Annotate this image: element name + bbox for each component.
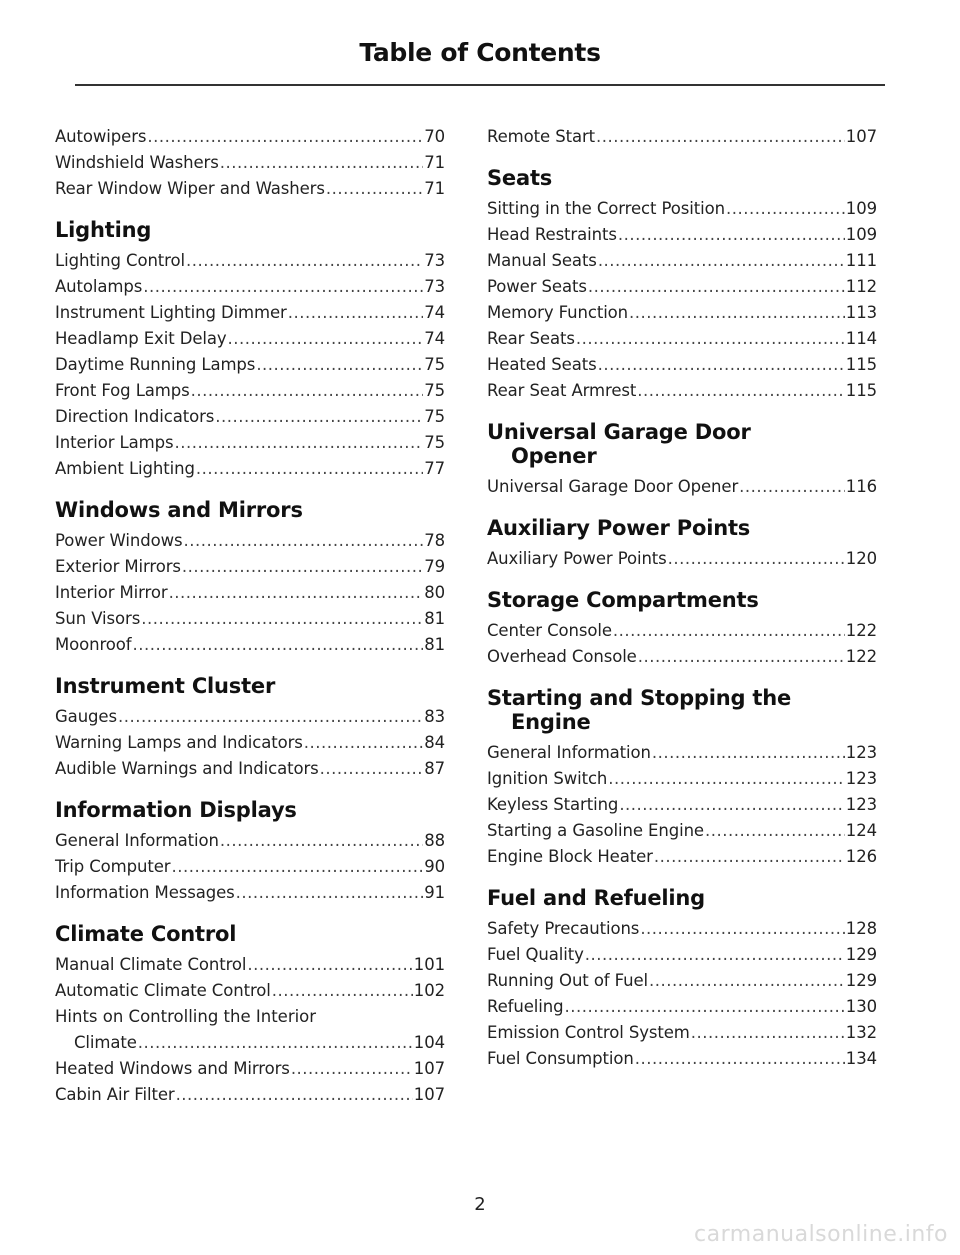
toc-entry-page: 111 — [845, 251, 877, 270]
section-heading — [487, 420, 877, 468]
dot-leader — [638, 644, 845, 670]
toc-entry[interactable] — [487, 942, 877, 968]
toc-entry-page: 74 — [424, 303, 445, 322]
section-heading-text: Universal Garage Door — [487, 420, 751, 444]
toc-entry-page: 129 — [845, 971, 877, 990]
toc-entry-label: Manual Seats — [487, 251, 597, 270]
section-heading-text: Starting and Stopping the — [487, 686, 792, 710]
toc-entry-page: 102 — [413, 981, 445, 1000]
toc-entry[interactable] — [55, 978, 445, 1004]
toc-entry-label: Keyless Starting — [487, 795, 619, 814]
toc-entry-page: 77 — [424, 459, 445, 478]
dot-leader — [691, 1020, 845, 1046]
toc-entry[interactable] — [55, 528, 445, 554]
dot-leader — [118, 704, 423, 730]
toc-entry-page: 71 — [424, 153, 445, 172]
toc-entry[interactable] — [55, 248, 445, 274]
dot-leader — [147, 124, 423, 150]
toc-entry[interactable] — [487, 222, 877, 248]
toc-entry[interactable] — [487, 378, 877, 404]
page-title: Table of Contents — [359, 38, 601, 67]
toc-entry-label: Windshield Washers — [55, 153, 219, 172]
toc-entry[interactable] — [487, 300, 877, 326]
toc-right-column — [487, 124, 877, 1072]
toc-entry[interactable] — [487, 740, 877, 766]
toc-entry-page: 75 — [424, 355, 445, 374]
dot-leader — [169, 580, 424, 606]
dot-leader — [191, 378, 424, 404]
toc-entry-page: 112 — [845, 277, 877, 296]
toc-entry[interactable] — [55, 124, 445, 150]
toc-entry-page: 81 — [424, 635, 445, 654]
toc-entry-label: Trip Computer — [55, 857, 171, 876]
toc-entry-label: Audible Warnings and Indicators — [55, 759, 319, 778]
toc-entry-page: 116 — [845, 477, 877, 496]
toc-entry-page: 83 — [424, 707, 445, 726]
toc-entry-label: Fuel Quality — [487, 945, 584, 964]
toc-entry[interactable] — [55, 176, 445, 202]
toc-entry-page: 107 — [413, 1085, 445, 1104]
dot-leader — [143, 274, 423, 300]
toc-entry[interactable] — [55, 704, 445, 730]
toc-entry-page: 75 — [424, 407, 445, 426]
toc-entry-label: Cabin Air Filter — [55, 1085, 175, 1104]
dot-leader — [565, 994, 845, 1020]
toc-entry-label: Direction Indicators — [55, 407, 215, 426]
section-heading — [487, 588, 877, 612]
dot-leader — [585, 942, 845, 968]
toc-entry-page: 107 — [845, 127, 877, 146]
toc-entry-label: Sun Visors — [55, 609, 141, 628]
section-heading — [487, 166, 877, 190]
toc-entry[interactable] — [487, 124, 877, 150]
toc-entry-label: Emission Control System — [487, 1023, 690, 1042]
toc-entry-label: Automatic Climate Control — [55, 981, 271, 1000]
toc-entry-label: Rear Window Wiper and Washers — [55, 179, 325, 198]
toc-entry-label: Instrument Lighting Dimmer — [55, 303, 287, 322]
dot-leader — [196, 456, 423, 482]
toc-entry[interactable] — [487, 196, 877, 222]
section-heading — [487, 516, 877, 540]
dot-leader — [576, 326, 845, 352]
dot-leader — [640, 916, 844, 942]
toc-entry[interactable] — [487, 818, 877, 844]
toc-entry-page: 88 — [424, 831, 445, 850]
toc-entry[interactable] — [55, 756, 445, 782]
dot-leader — [608, 766, 845, 792]
toc-entry-label: Overhead Console — [487, 647, 637, 666]
dot-leader — [220, 828, 423, 854]
toc-entry[interactable] — [55, 150, 445, 176]
toc-entry[interactable] — [487, 546, 877, 572]
section-heading-text: Auxiliary Power Points — [487, 516, 751, 540]
toc-entry[interactable] — [55, 730, 445, 756]
dot-leader — [598, 352, 845, 378]
toc-entry-label: Engine Block Heater — [487, 847, 653, 866]
toc-entry[interactable] — [487, 792, 877, 818]
toc-entry-continuation — [55, 1030, 445, 1056]
dot-leader — [141, 606, 423, 632]
dot-leader — [320, 756, 424, 782]
toc-entry[interactable] — [487, 326, 877, 352]
toc-entry-page: 109 — [845, 199, 877, 218]
toc-entry-label: Autolamps — [55, 277, 143, 296]
section-heading — [55, 922, 445, 946]
section-heading-text: Storage Compartments — [487, 588, 759, 612]
section-heading-text: Opener — [511, 444, 597, 468]
toc-entry[interactable] — [487, 994, 877, 1020]
toc-entry[interactable] — [55, 430, 445, 456]
toc-entry-label: Warning Lamps and Indicators — [55, 733, 303, 752]
section-heading — [55, 498, 445, 522]
dot-leader — [588, 274, 845, 300]
toc-entry-label: Refueling — [487, 997, 564, 1016]
toc-entry-label: Heated Windows and Mirrors — [55, 1059, 290, 1078]
toc-entry-page: 126 — [845, 847, 877, 866]
dot-leader — [629, 300, 845, 326]
dot-leader — [291, 1056, 413, 1082]
toc-entry-label: Autowipers — [55, 127, 147, 146]
toc-entry-label: Moonroof — [55, 635, 132, 654]
toc-entry-label: Headlamp Exit Delay — [55, 329, 227, 348]
toc-entry-label: Climate — [74, 1033, 137, 1052]
toc-entry[interactable] — [487, 274, 877, 300]
toc-entry-label: Sitting in the Correct Position — [487, 199, 725, 218]
toc-entry-page: 122 — [845, 621, 877, 640]
dot-leader — [184, 528, 424, 554]
dot-leader — [176, 1082, 413, 1108]
toc-entry-label: Memory Function — [487, 303, 629, 322]
dot-leader — [236, 880, 424, 906]
dot-leader — [133, 632, 424, 658]
toc-entry-page: 120 — [845, 549, 877, 568]
toc-entry-page: 115 — [845, 355, 877, 374]
toc-entry-label: Ignition Switch — [487, 769, 608, 788]
toc-entry[interactable] — [55, 352, 445, 378]
dot-leader — [215, 404, 423, 430]
section-heading — [55, 218, 445, 242]
dot-leader — [619, 792, 844, 818]
toc-entry[interactable] — [487, 968, 877, 994]
toc-entry-page: 73 — [424, 277, 445, 296]
toc-entry-page: 75 — [424, 433, 445, 452]
toc-entry-label: Running Out of Fuel — [487, 971, 649, 990]
toc-entry-label: Center Console — [487, 621, 612, 640]
toc-entry[interactable] — [55, 1056, 445, 1082]
toc-entry-page: 109 — [845, 225, 877, 244]
toc-entry[interactable] — [55, 606, 445, 632]
toc-entry-label: Fuel Consumption — [487, 1049, 634, 1068]
toc-entry-page: 129 — [845, 945, 877, 964]
dot-leader — [654, 844, 845, 870]
toc-entry[interactable] — [487, 1046, 877, 1072]
toc-entry-label: Power Windows — [55, 531, 183, 550]
toc-entry-page: 124 — [845, 821, 877, 840]
toc-entry-label: Head Restraints — [487, 225, 617, 244]
toc-entry-label: Heated Seats — [487, 355, 597, 374]
toc-entry[interactable] — [487, 766, 877, 792]
dot-leader — [726, 196, 845, 222]
toc-entry-page: 80 — [424, 583, 445, 602]
toc-entry-page: 81 — [424, 609, 445, 628]
toc-entry-page: 74 — [424, 329, 445, 348]
section-heading-text: Instrument Cluster — [55, 674, 276, 698]
toc-entry-page: 91 — [424, 883, 445, 902]
section-heading — [487, 886, 877, 910]
toc-entry-page: 123 — [845, 795, 877, 814]
toc-entry-page: 90 — [424, 857, 445, 876]
watermark: carmanualsonline.info — [694, 1222, 948, 1247]
dot-leader — [256, 352, 423, 378]
dot-leader — [739, 474, 845, 500]
dot-leader — [182, 554, 423, 580]
dot-leader — [174, 430, 423, 456]
toc-entry-page: 73 — [424, 251, 445, 270]
toc-entry-label: Rear Seat Armrest — [487, 381, 637, 400]
toc-entry-label: Auxiliary Power Points — [487, 549, 667, 568]
toc-entry-label: Safety Precautions — [487, 919, 640, 938]
toc-entry-page: 132 — [845, 1023, 877, 1042]
toc-entry-label: Gauges — [55, 707, 117, 726]
toc-entry-page: 122 — [845, 647, 877, 666]
dot-leader — [186, 248, 423, 274]
section-heading-text: Fuel and Refueling — [487, 886, 705, 910]
toc-entry[interactable] — [487, 248, 877, 274]
toc-entry-label: Universal Garage Door Opener — [487, 477, 739, 496]
dot-leader — [668, 546, 845, 572]
toc-entry-label: Interior Lamps — [55, 433, 174, 452]
toc-entry-label: Remote Start — [487, 127, 596, 146]
toc-entry-page: 71 — [424, 179, 445, 198]
toc-entry[interactable] — [55, 1004, 445, 1056]
toc-left-column — [55, 124, 445, 1108]
toc-entry[interactable] — [55, 326, 445, 352]
toc-entry[interactable] — [55, 554, 445, 580]
toc-entry-label: Ambient Lighting — [55, 459, 195, 478]
dot-leader — [220, 150, 423, 176]
section-heading — [55, 798, 445, 822]
section-heading-text: Windows and Mirrors — [55, 498, 303, 522]
toc-entry-page: 123 — [845, 769, 877, 788]
toc-entry-label: Front Fog Lamps — [55, 381, 190, 400]
toc-entry-label: Exterior Mirrors — [55, 557, 181, 576]
toc-entry-label: Manual Climate Control — [55, 955, 247, 974]
toc-entry[interactable] — [55, 632, 445, 658]
toc-entry-label: Rear Seats — [487, 329, 575, 348]
toc-entry-label: Interior Mirror — [55, 583, 168, 602]
toc-entry-label: General Information — [55, 831, 219, 850]
toc-entry[interactable] — [487, 352, 877, 378]
toc-entry-label: General Information — [487, 743, 651, 762]
toc-entry-page: 114 — [845, 329, 877, 348]
toc-entry-page: 123 — [845, 743, 877, 762]
dot-leader — [598, 248, 845, 274]
toc-entry[interactable] — [55, 580, 445, 606]
dot-leader — [613, 618, 845, 644]
section-heading — [487, 686, 877, 734]
toc-entry[interactable] — [487, 844, 877, 870]
toc-entry[interactable] — [487, 474, 877, 500]
dot-leader — [637, 378, 845, 404]
dot-leader — [171, 854, 423, 880]
dot-leader — [326, 176, 423, 202]
dot-leader — [247, 952, 412, 978]
toc-entry-page: 128 — [845, 919, 877, 938]
dot-leader — [138, 1030, 413, 1056]
toc-entry-label: Hints on Controlling the Interior — [55, 1007, 317, 1026]
toc-entry[interactable] — [55, 274, 445, 300]
toc-entry[interactable] — [55, 854, 445, 880]
toc-entry-page: 75 — [424, 381, 445, 400]
toc-entry[interactable] — [487, 1020, 877, 1046]
toc-entry-label: Daytime Running Lamps — [55, 355, 256, 374]
section-heading-text: Information Displays — [55, 798, 297, 822]
toc-entry[interactable] — [55, 1082, 445, 1108]
title-divider — [75, 84, 885, 86]
toc-entry-page: 134 — [845, 1049, 877, 1068]
toc-entry-page: 113 — [845, 303, 877, 322]
page-number: 2 — [474, 1194, 486, 1215]
toc-entry[interactable] — [487, 618, 877, 644]
dot-leader — [288, 300, 423, 326]
toc-entry[interactable] — [487, 916, 877, 942]
toc-entry-page: 101 — [413, 955, 445, 974]
toc-entry[interactable] — [487, 644, 877, 670]
toc-entry-page: 70 — [424, 127, 445, 146]
toc-entry-label: Information Messages — [55, 883, 235, 902]
toc-entry[interactable] — [55, 378, 445, 404]
section-heading-text: Engine — [511, 710, 591, 734]
dot-leader — [228, 326, 424, 352]
toc-entry[interactable] — [55, 952, 445, 978]
dot-leader — [705, 818, 845, 844]
toc-entry-label: Power Seats — [487, 277, 587, 296]
toc-entry[interactable] — [55, 880, 445, 906]
toc-entry-page: 79 — [424, 557, 445, 576]
toc-entry[interactable] — [55, 828, 445, 854]
toc-entry[interactable] — [55, 300, 445, 326]
toc-entry-page: 115 — [845, 381, 877, 400]
toc-entry-page: 107 — [413, 1059, 445, 1078]
section-heading-text: Climate Control — [55, 922, 237, 946]
toc-entry-page: 84 — [424, 733, 445, 752]
dot-leader — [649, 968, 845, 994]
dot-leader — [635, 1046, 845, 1072]
toc-entry-label: Starting a Gasoline Engine — [487, 821, 704, 840]
section-heading — [55, 674, 445, 698]
toc-entry-page: 130 — [845, 997, 877, 1016]
dot-leader — [652, 740, 845, 766]
section-heading-text: Lighting — [55, 218, 152, 242]
toc-entry[interactable] — [55, 456, 445, 482]
toc-entry[interactable] — [55, 404, 445, 430]
dot-leader — [618, 222, 845, 248]
section-heading-text: Seats — [487, 166, 553, 190]
dot-leader — [272, 978, 413, 1004]
toc-entry-label: Lighting Control — [55, 251, 185, 270]
dot-leader — [304, 730, 423, 756]
dot-leader — [596, 124, 845, 150]
toc-entry-page: 104 — [413, 1033, 445, 1052]
toc-entry-page: 78 — [424, 531, 445, 550]
toc-entry-page: 87 — [424, 759, 445, 778]
